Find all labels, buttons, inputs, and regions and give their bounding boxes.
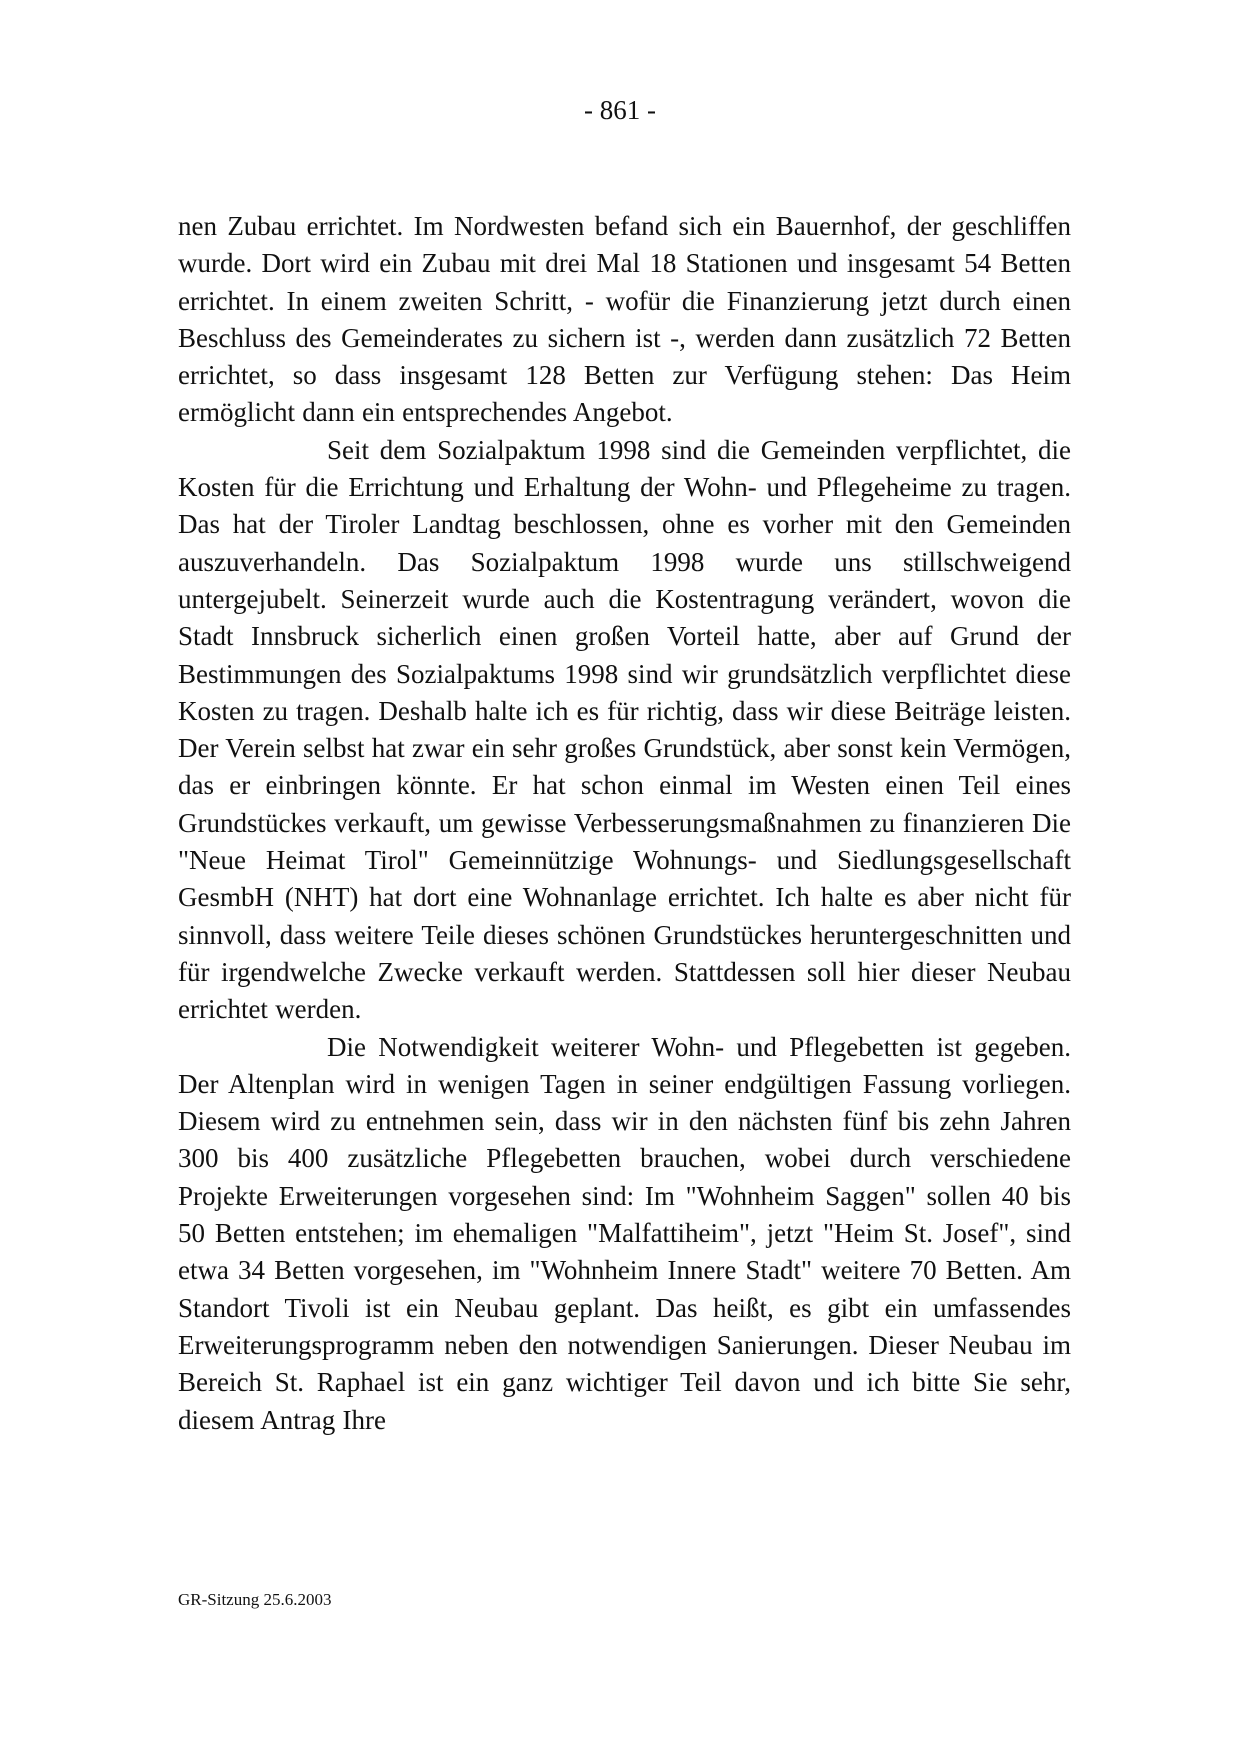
paragraph-continuation: nen Zubau errichtet. Im Nordwesten befand sich ein Bauernhof, der geschliffen wurde. Dort wird ein Zubau mit drei Mal 18 Stationen und insgesamt 54 Betten errichtet. In einem zweiten Schritt, - wofür die Finanzierung jetzt durch einen Beschluss des Gemeinderates zu sichern ist -, werden dann zusätzlich 72 Betten errichtet, so dass insgesamt 128 Betten zur Verfügung stehen: Das Heim ermöglicht dann ein entsprechendes Angebot. (178, 211, 1071, 428)
footer-session-date: GR-Sitzung 25.6.2003 (178, 1590, 332, 1609)
page-number: - 861 - (584, 95, 656, 125)
paragraph-notwendigkeit: Die Notwendigkeit weiterer Wohn- und Pflegebetten ist gegeben. Der Altenplan wird in wenigen Tagen in seiner endgültigen Fassung vorliegen. Diesem wird zu entnehmen sein, dass wir in den nächsten fünf bis zehn Jahren 300 bis 400 zusätzliche Pflegebetten brauchen, wobei durch verschiedene Projekte Erweiterungen vorgesehen sind: Im "Wohnheim Saggen" sollen 40 bis 50 Betten entstehen; im ehemaligen "Malfattiheim", jetzt "Heim St. Josef", sind etwa 34 Betten vorgesehen, im "Wohnheim Innere Stadt" weitere 70 Betten. Am Standort Tivoli ist ein Neubau geplant. Das heißt, es gibt ein umfassendes Erweiterungsprogramm neben den notwendigen Sanierungen. Dieser Neubau im Bereich St. Raphael ist ein ganz wichtiger Teil davon und ich bitte Sie sehr, diesem Antrag Ihre (178, 1031, 1071, 1435)
paragraph-sozialpaktum: Seit dem Sozialpaktum 1998 sind die Gemeinden verpflichtet, die Kosten für die Errichtung und Erhaltung der Wohn- und Pflegeheime zu tragen. Das hat der Tiroler Landtag beschlossen, ohne es vorher mit den Gemeinden auszuverhandeln. Das Sozialpaktum 1998 wurde uns stillschweigend untergejubelt. Seinerzeit wurde auch die Kostentragung verändert, wovon die Stadt Innsbruck sicherlich einen großen Vorteil hatte, aber auf Grund der Bestimmungen des Sozialpaktums 1998 sind wir grundsätzlich verpflichtet diese Kosten zu tragen. Deshalb halte ich es für richtig, dass wir diese Beiträge leisten. Der Verein selbst hat zwar ein sehr großes Grundstück, aber sonst kein Vermögen, das er einbringen könnte. Er hat schon einmal im Westen einen Teil eines Grundstückes verkauft, um gewisse Verbesserungsmaßnahmen zu finanzieren Die "Neue Heimat Tirol" Gemeinnützige Wohnungs- und Siedlungsgesellschaft GesmbH (NHT) hat dort eine Wohnanlage errichtet. Ich halte es aber nicht für sinnvoll, dass weitere Teile dieses schönen Grundstückes heruntergeschnitten und für irgendwelche Zwecke verkauft werden. Stattdessen soll hier dieser Neubau errichtet werden. (178, 434, 1071, 1025)
body-text (178, 208, 1071, 1439)
